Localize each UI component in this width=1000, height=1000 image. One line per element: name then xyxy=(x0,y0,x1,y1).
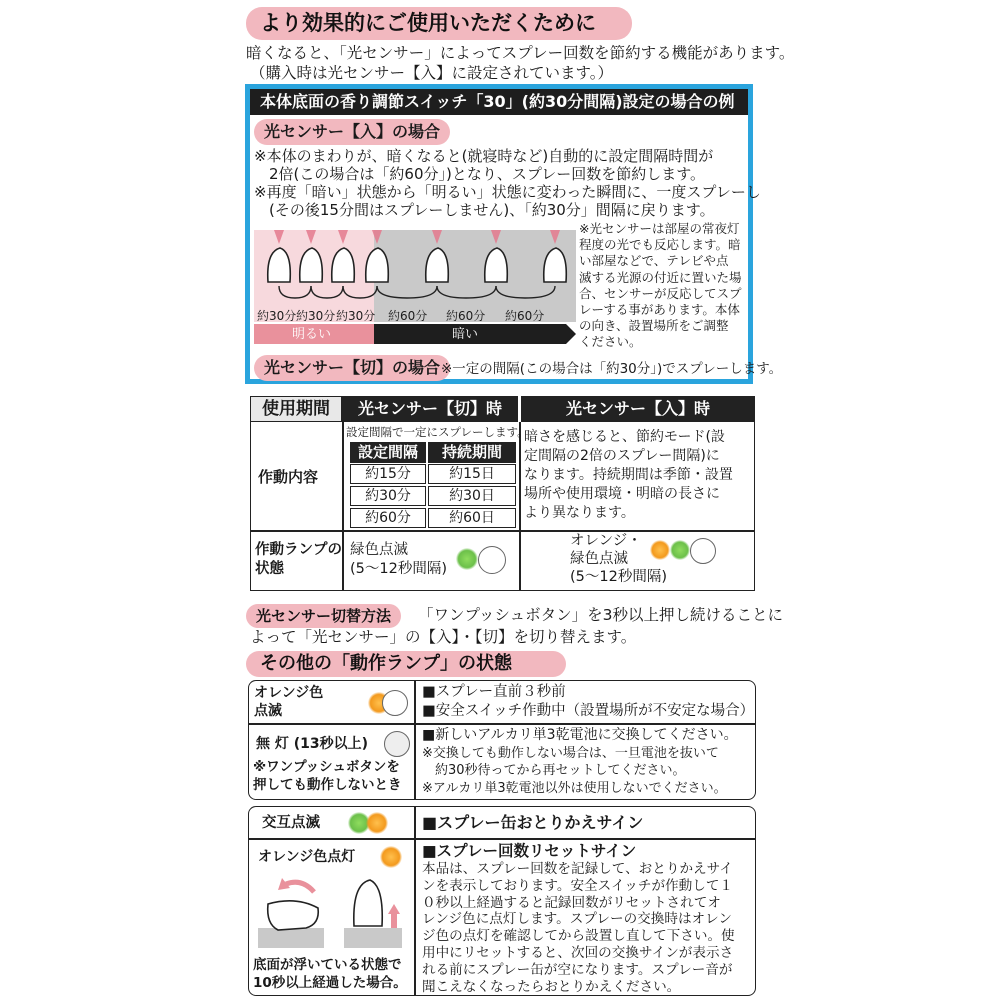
lamp-ring-icon xyxy=(478,546,506,574)
reset-text-line: れる前にスプレー缶が空になります。スプレー音が xyxy=(422,961,733,978)
interval-label-1: 約30分 xyxy=(257,309,297,323)
sub-header-duration: 持続期間 xyxy=(428,442,516,463)
on-text-line: 定間隔の2倍のスプレー間隔)に xyxy=(524,448,720,464)
duration-cell: 約30日 xyxy=(428,486,516,506)
lamp-ring-icon xyxy=(382,690,408,716)
side-note-line: 滅する光源の付近に置いた場 xyxy=(579,269,742,285)
page-title: より効果的にご使用いただくために xyxy=(246,7,632,40)
off-lamp-line: (5〜12秒間隔) xyxy=(350,561,447,577)
orange-lamp-icon xyxy=(380,846,402,868)
orange-blink-label-line: オレンジ色 xyxy=(254,685,324,701)
reset-text-line: 本品は、スプレー回数を記録して、おとりかえサイ xyxy=(422,861,733,877)
period-header: 使用期間 xyxy=(250,396,342,422)
side-note-line: 合、センサーが反応してスプ xyxy=(579,285,742,301)
reset-text-line: レンジ色に点灯します。スプレーの交換時はオレン xyxy=(422,911,733,928)
dark-label: 暗い xyxy=(452,327,479,342)
interval-cell: 約30分 xyxy=(350,486,426,506)
col-divider-1 xyxy=(342,422,344,591)
status-box-2-hdivider xyxy=(248,838,756,840)
side-note-line: ※光センサーは部屋の常夜灯 xyxy=(579,221,740,236)
off-desc-line: ※アルカリ単3乾電池以外は使用しないでください。 xyxy=(422,780,727,796)
status-box-1-hdivider xyxy=(248,723,756,725)
green-lamp-icon xyxy=(456,548,478,570)
reset-text xyxy=(422,861,735,995)
alternate-label: 交互点滅 xyxy=(262,815,320,831)
interval-label-4: 約60分 xyxy=(388,309,428,323)
float-caption-line: 底面が浮いている状態で xyxy=(253,957,402,973)
off-lamp-line: 緑色点滅 xyxy=(350,542,408,558)
on-text-line: より異なります。 xyxy=(524,505,635,521)
off-sub-line: ※ワンプッシュボタンを xyxy=(253,759,400,775)
note-line-1: ※本体のまわりが、暗くなると(就寝時など)自動的に設定間隔時間が xyxy=(254,147,714,165)
reset-title: ■スプレー回数リセットサイン xyxy=(422,842,637,860)
lamp-ring-icon xyxy=(690,538,716,564)
reset-text-line: ０秒以上経過すると記録回数がリセットされてオ xyxy=(422,894,721,911)
green-lamp-icon xyxy=(670,540,690,560)
operation-label: 作動内容 xyxy=(258,468,319,486)
off-lamp-text xyxy=(350,541,447,579)
interval-label-2: 約30分 xyxy=(296,309,336,323)
sensor-off-header: 光センサー【切】時 xyxy=(342,396,518,422)
device-svg xyxy=(256,868,406,950)
on-text-line: なります。持続期間は季節・設置 xyxy=(524,467,733,483)
off-label: 無 灯 (13秒以上) xyxy=(256,736,369,752)
off-desc-line: ■新しいアルカリ単3乾電池に交換してください。 xyxy=(422,727,738,743)
orange-blink-label xyxy=(254,684,323,720)
lamp-ring-icon xyxy=(384,731,410,757)
off-desc xyxy=(422,727,738,797)
on-text-line: 暗さを感じると、節約モード(設 xyxy=(524,429,725,445)
side-note-line: 程度の光でも反応します。暗 xyxy=(579,237,741,253)
orange-lamp-icon xyxy=(366,812,388,834)
reset-text-line: 聞こえなくなったらおとりかえください。 xyxy=(422,978,681,995)
orange-blink-desc-line: ■安全スイッチ作動中（設置場所が不安定な場合） xyxy=(422,702,755,719)
side-note-line: い部屋などで、テレビや点 xyxy=(579,253,729,269)
float-caption-line: 10秒以上経過した場合。 xyxy=(253,975,407,991)
status-box-1-divider xyxy=(414,680,416,800)
off-caption: 設定間隔で一定にスプレーします。 xyxy=(346,425,529,439)
note-line-3: ※再度「暗い」状態から「明るい」状態に変わった瞬間に、一度スプレーし xyxy=(254,183,761,201)
example-box-header: 本体底面の香り調節スイッチ「30」(約30分間隔)設定の場合の例 xyxy=(250,89,748,115)
status-box-2-divider xyxy=(414,806,416,996)
switch-method-label: 光センサー切替方法 xyxy=(246,604,401,628)
spec-table xyxy=(250,396,755,591)
lamp-row-label-line: 状態 xyxy=(255,561,284,577)
sensor-on-label: 光センサー【入】の場合 xyxy=(254,119,450,145)
lamp-row-label-line: 作動ランプの xyxy=(255,542,342,558)
sensor-on-description xyxy=(524,428,733,523)
reset-text-line: ンを表示しております。安全スイッチが作動して１ xyxy=(422,877,734,894)
sensor-off-note: ※一定の間隔(この場合は「約30分」)でスプレーします。 xyxy=(441,361,783,377)
interval-cell: 約15分 xyxy=(350,464,426,484)
bright-label: 明るい xyxy=(292,327,332,342)
row-divider xyxy=(250,530,755,532)
off-desc-line: ※交換しても動作しない場合は、一旦電池を抜いて xyxy=(422,745,719,761)
switch-method-line-1: 「ワンプッシュボタン」を3秒以上押し続けることに xyxy=(418,606,783,624)
other-status-title: その他の「動作ランプ」の状態 xyxy=(246,651,566,677)
side-note-line: の向き、設置場所をご調整 xyxy=(579,318,729,334)
side-note xyxy=(579,221,742,351)
interval-cell: 約60分 xyxy=(350,508,426,528)
orange-on-label: オレンジ色点灯 xyxy=(258,849,356,865)
off-sub xyxy=(253,758,402,794)
interval-label-6: 約60分 xyxy=(505,309,545,323)
switch-method-line-2: よって「光センサー」の【入】・【切】を切り替えます。 xyxy=(250,628,637,646)
on-lamp-line: オレンジ・ xyxy=(570,533,642,549)
sensor-off-label: 光センサー【切】の場合 xyxy=(254,355,450,381)
col-divider-2 xyxy=(519,422,521,591)
intro-line-1: 暗くなると、「光センサー」によってスプレー回数を節約する機能があります。 xyxy=(246,44,795,62)
on-lamp-text xyxy=(570,532,667,586)
alternate-desc: ■スプレー缶おとりかえサイン xyxy=(422,813,644,832)
on-text-line: 場所や使用環境・明暗の長さに xyxy=(524,486,720,502)
duration-cell: 約60日 xyxy=(428,508,516,528)
side-note-line: レーする事があります。本体 xyxy=(579,302,740,318)
reset-text-line: ジ色の点灯を確認してから設置し直して下さい。使 xyxy=(422,928,735,945)
on-lamp-line: (5〜12秒間隔) xyxy=(570,569,667,585)
float-illustration xyxy=(256,868,406,950)
reset-text-line: 用中にリセットすると、次回の交換サインが表示さ xyxy=(422,944,734,961)
interval-label-3: 約30分 xyxy=(336,309,376,323)
sub-header-interval: 設定間隔 xyxy=(350,442,426,463)
orange-blink-desc-line: ■スプレー直前３秒前 xyxy=(422,684,566,700)
interval-label-5: 約60分 xyxy=(446,309,486,323)
float-caption xyxy=(253,956,407,992)
on-lamp-line: 緑色点滅 xyxy=(570,551,628,567)
intro-line-2: （購入時は光センサー【入】に設定されています。） xyxy=(250,64,614,82)
side-note-line: ください。 xyxy=(579,334,642,350)
sensor-on-header: 光センサー【入】時 xyxy=(521,396,755,422)
note-line-4: (その後15分間はスプレーしません)、「約30分」間隔に戻ります。 xyxy=(254,201,715,219)
orange-blink-label-line: 点滅 xyxy=(254,703,282,719)
off-sub-line: 押しても動作しないとき xyxy=(253,777,402,793)
orange-lamp-icon xyxy=(650,540,670,560)
lamp-row-label xyxy=(255,541,342,579)
duration-cell: 約15日 xyxy=(428,464,516,484)
off-desc-line: 約30秒待ってから再セットしてください。 xyxy=(422,763,686,778)
orange-blink-desc xyxy=(422,683,754,720)
note-line-2: 2倍(この場合は「約60分」)となり、スプレー回数を節約します。 xyxy=(254,165,706,183)
